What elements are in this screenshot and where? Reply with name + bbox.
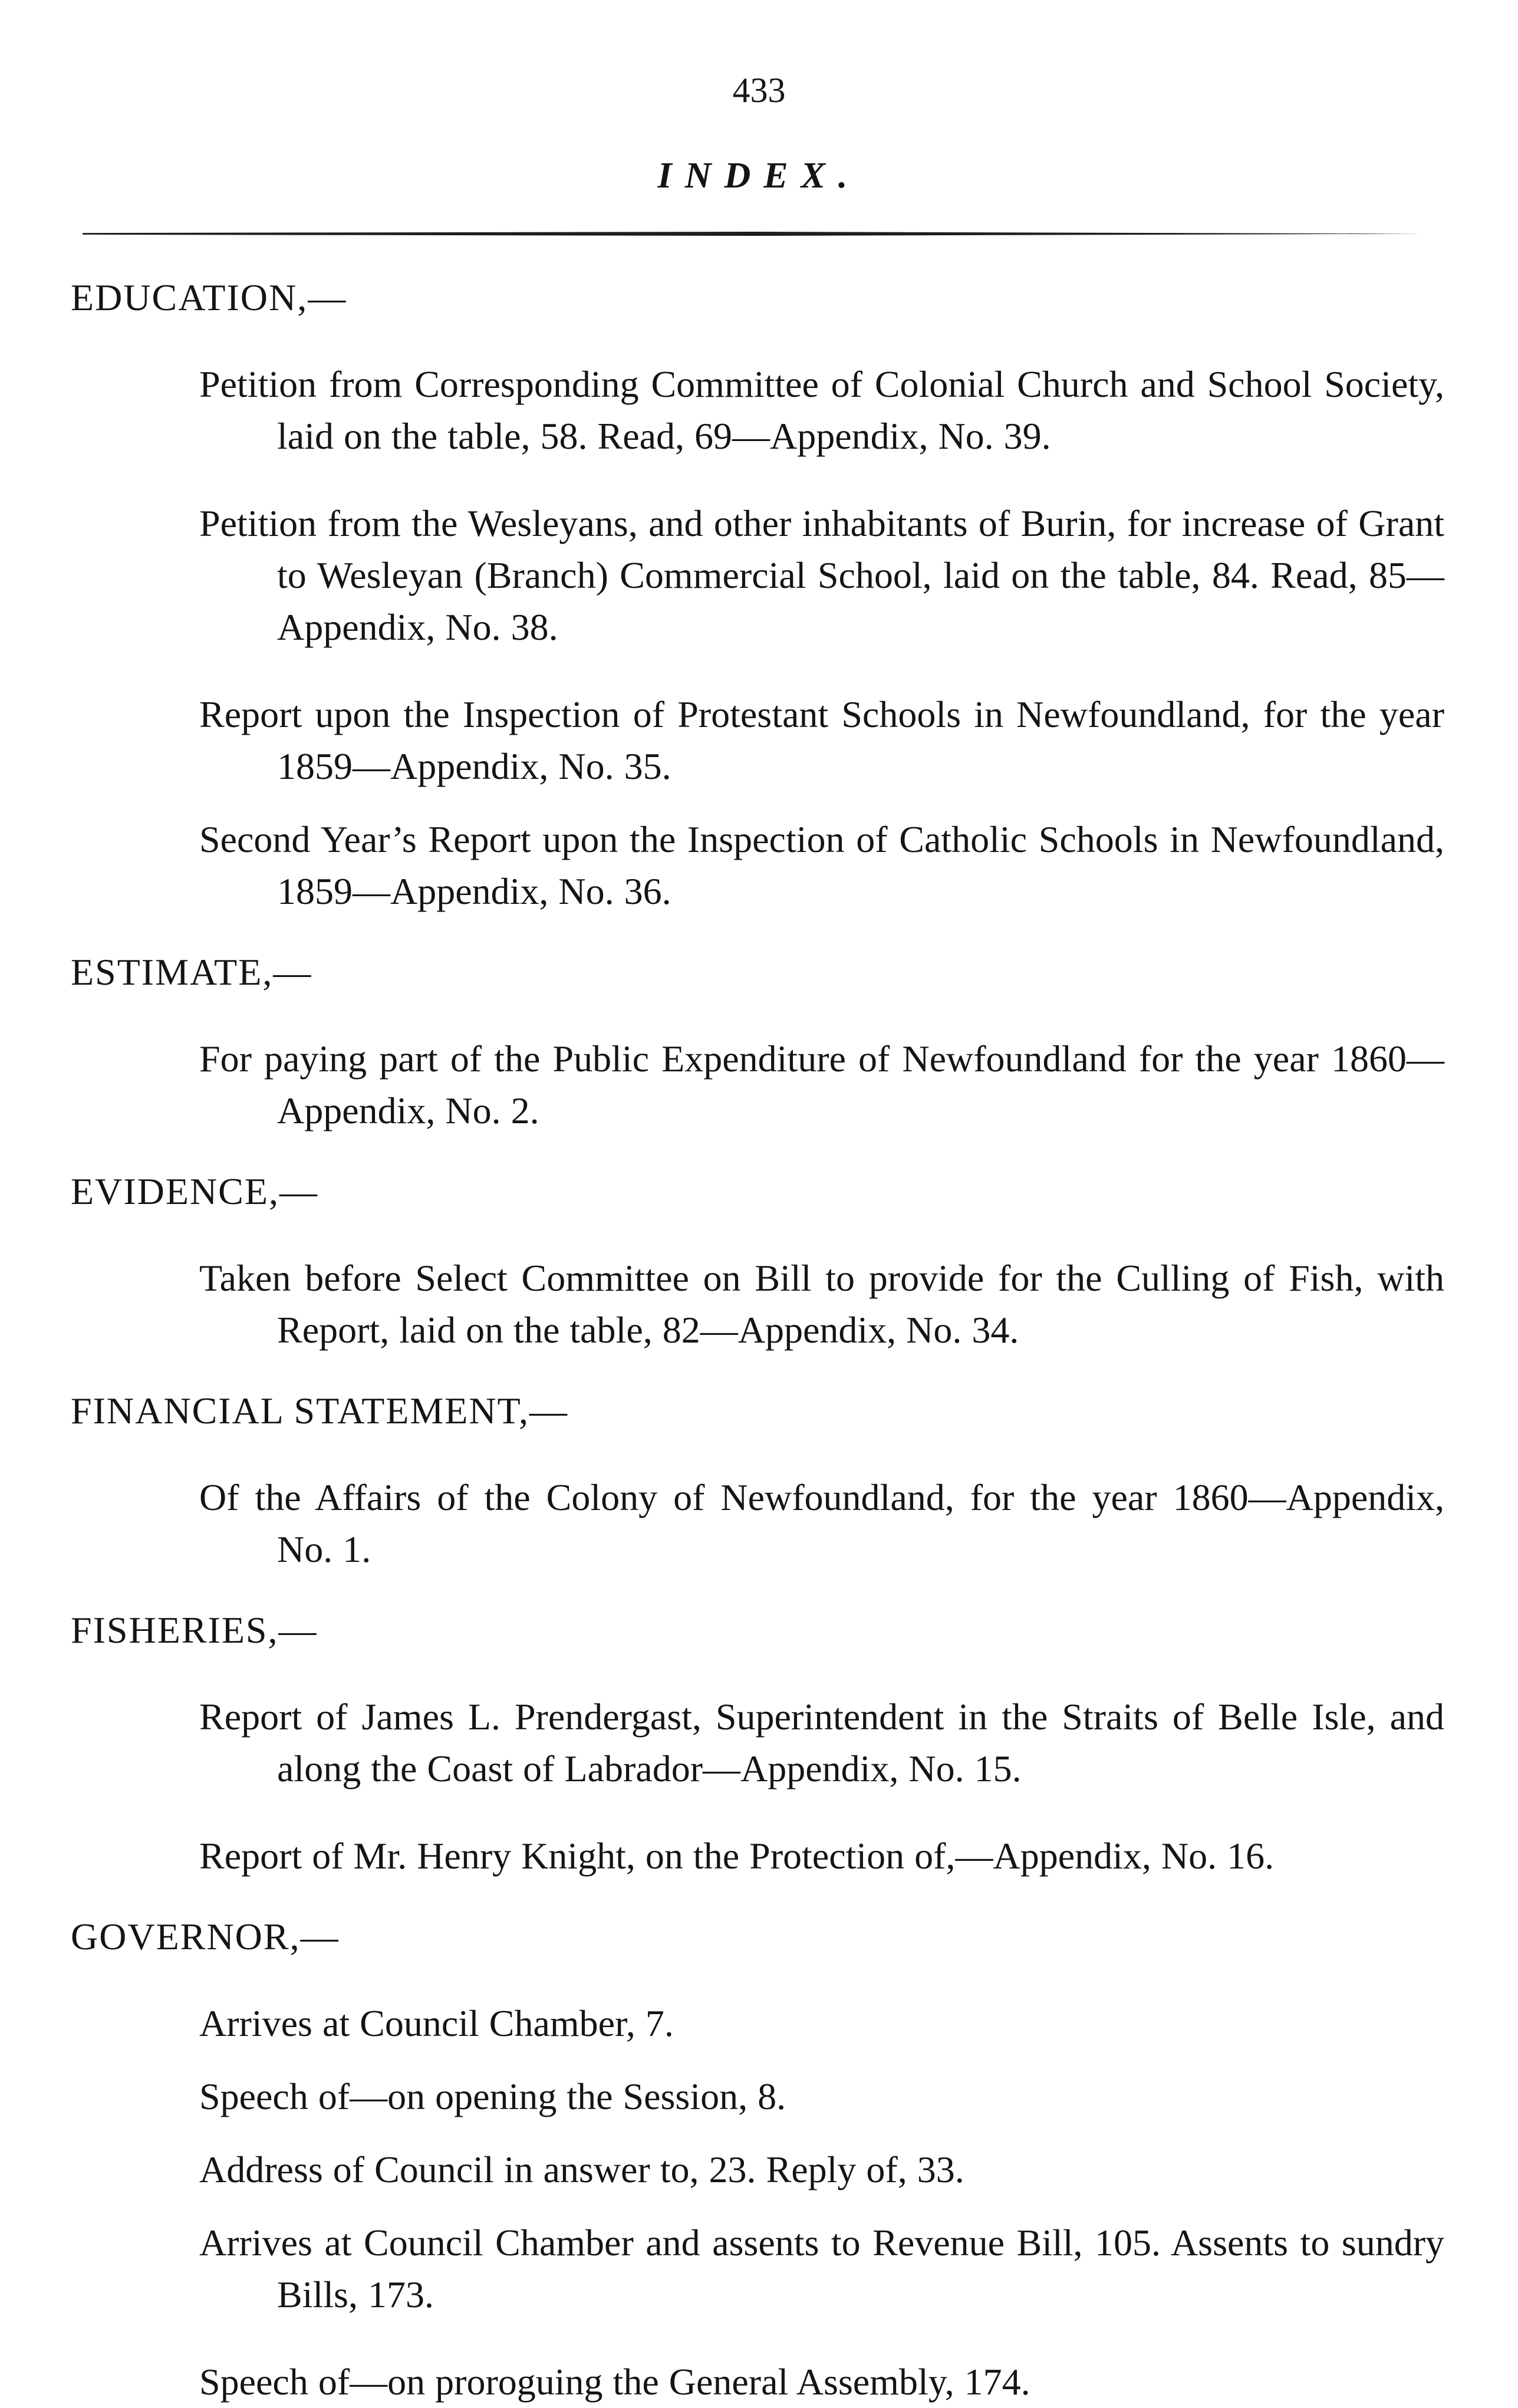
section-heading: EDUCATION,— [71, 277, 347, 318]
section-heading: ESTIMATE,— [71, 951, 312, 993]
page-title: INDEX. [657, 156, 861, 196]
index-section-education [71, 271, 1444, 917]
index-section-governor [71, 1910, 1444, 2408]
section-heading: GOVERNOR,— [71, 1916, 340, 1958]
index-section-evidence [71, 1165, 1444, 1356]
index-entry: For paying part of the Public Expenditure of Newfoundland for the year 1860—Appendix, No. 2. [199, 1038, 1444, 1131]
section-heading: FISHERIES,— [71, 1609, 318, 1651]
index-entry: Petition from the Wesleyans, and other inhabitants of Burin, for increase of Grant to Wesleyan (Branch) Commercial School, laid on the table, 84. Read, 85—Appendix, No. 38. [199, 502, 1444, 648]
index-section-fisheries [71, 1604, 1444, 1882]
index-entry: Second Year’s Report upon the Inspection of Catholic Schools in Newfoundland, 1859—Appendix, No. 36. [199, 818, 1444, 912]
index-entry: Report upon the Inspection of Protestant Schools in Newfoundland, for the year 1859—Appendix, No. 35. [199, 693, 1444, 787]
index-entry: Arrives at Council Chamber and assents to Revenue Bill, 105. Assents to sundry Bills, 173. [199, 2222, 1444, 2315]
section-heading: EVIDENCE,— [71, 1170, 318, 1212]
title-divider-rule [83, 232, 1433, 236]
index-entry: Of the Affairs of the Colony of Newfoundland, for the year 1860—Appendix, No. 1. [199, 1476, 1444, 1570]
index-entry: Speech of—on proroguing the General Assembly, 174. [199, 2361, 1030, 2403]
page-number: 433 [732, 71, 786, 110]
index-entry: Report of James L. Prendergast, Superintendent in the Straits of Belle Isle, and along the Coast of Labrador—Appendix, No. 15. [199, 1696, 1444, 1789]
index-entry: Speech of—on opening the Session, 8. [199, 2075, 786, 2117]
index-section-financial-statement [71, 1384, 1444, 1575]
index-entry: Taken before Select Committee on Bill to provide for the Culling of Fish, with Report, laid on the table, 82—Appendix, No. 34. [199, 1257, 1444, 1351]
index-entry: Report of Mr. Henry Knight, on the Protection of,—Appendix, No. 16. [199, 1835, 1275, 1877]
index-section-estimate [71, 946, 1444, 1137]
index-entry: Arrives at Council Chamber, 7. [199, 2002, 674, 2044]
index-content [71, 271, 1444, 2408]
index-entry: Petition from Corresponding Committee of Colonial Church and School Society, laid on the table, 58. Read, 69—Appendix, No. 39. [199, 363, 1444, 457]
section-heading: FINANCIAL STATEMENT,— [71, 1390, 568, 1432]
index-entry: Address of Council in answer to, 23. Reply of, 33. [199, 2149, 964, 2190]
